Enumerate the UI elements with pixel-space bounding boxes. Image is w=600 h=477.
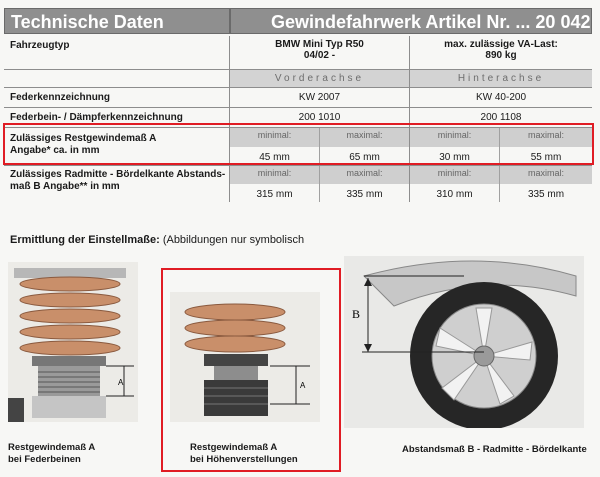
front-max-value: 65 mm <box>349 151 380 163</box>
front-min-value: 45 mm <box>259 151 290 163</box>
vehicle-year: 04/02 - <box>303 50 336 61</box>
max-label: maximal: <box>320 166 409 184</box>
front-spring-code: KW 2007 <box>230 88 410 107</box>
row-label-line2: maß B Angabe** in mm <box>10 181 120 192</box>
max-axle-load-value: 890 kg <box>485 50 517 61</box>
axle-header-blank <box>4 70 230 87</box>
fig3-dim-label: B <box>352 307 361 321</box>
table-title-left: Technische Daten <box>4 8 230 34</box>
min-label: minimal: <box>410 128 499 147</box>
rear-spring-code: KW 40-200 <box>475 92 527 103</box>
max-label: maximal: <box>500 128 592 147</box>
min-label: minimal: <box>230 128 319 147</box>
rear-axle-label: Hinterachse <box>457 73 545 84</box>
rear-min-value: 30 mm <box>439 151 470 163</box>
min-label: minimal: <box>230 166 319 184</box>
front-min-value: 315 mm <box>256 189 293 200</box>
max-label: maximal: <box>500 166 592 184</box>
row-label: Federbein- / Dämpferkennzeichnung <box>4 108 230 127</box>
fig3-caption: Abstandsmaß B - Radmitte - Bördelkante <box>402 444 587 455</box>
row-label: Federkennzeichnung <box>4 88 230 107</box>
wheel-illustration <box>344 256 584 428</box>
max-axle-load-label: max. zulässige VA-Last: <box>444 39 558 50</box>
front-max-value: 335 mm <box>346 189 383 200</box>
section-heading <box>10 234 304 246</box>
rear-max-value: 55 mm <box>530 151 562 163</box>
row-federkennzeichnung <box>4 88 592 108</box>
rear-max-value: 335 mm <box>527 189 565 200</box>
front-min-cell <box>230 166 320 202</box>
row-fahrzeugtyp <box>4 36 592 70</box>
rear-min-cell <box>410 166 500 202</box>
row-axle-headers <box>4 70 592 88</box>
fig2-dim-label: A <box>300 381 306 390</box>
front-axle-header <box>230 70 410 87</box>
highlight-box-fig2 <box>161 268 341 472</box>
section-title: Ermittlung der Einstellmaße: <box>10 234 160 246</box>
row-label <box>4 166 230 202</box>
table-title-right: Gewindefahrwerk Artikel Nr. ... 20 042 <box>230 8 592 34</box>
front-axle-label: Vorderachse <box>274 73 365 84</box>
vehicle-type <box>230 36 410 69</box>
fig1-caption-line2: bei Federbeinen <box>8 454 81 465</box>
row-label-line1: Zulässiges Restgewindemaß A <box>10 133 157 144</box>
rear-min-value: 310 mm <box>436 189 473 200</box>
front-damper-code: 200 1010 <box>230 108 410 127</box>
rear-axle-header <box>410 70 592 87</box>
fig1-caption-line1: Restgewindemaß A <box>8 442 96 453</box>
fig1-caption <box>8 442 95 466</box>
fig2-caption-line1: Restgewindemaß A <box>190 442 278 453</box>
front-max-cell <box>320 166 410 202</box>
row-label: Fahrzeugtyp <box>4 36 230 69</box>
vehicle-model: BMW Mini Typ R50 <box>275 39 364 50</box>
max-label: maximal: <box>320 128 409 147</box>
strut-illustration <box>8 262 138 422</box>
fig2-caption-line2: bei Höhenverstellungen <box>190 454 298 465</box>
min-label: minimal: <box>410 166 499 184</box>
row-radmitte <box>4 166 592 202</box>
fig1-dim-label: A <box>118 378 124 387</box>
max-axle-load <box>410 36 592 69</box>
highlight-box-restgewinde <box>3 123 594 165</box>
row-label-line2: Angabe* ca. in mm <box>10 145 100 156</box>
rear-max-cell <box>500 166 592 202</box>
rear-damper-code: 200 1108 <box>480 112 522 123</box>
section-note: (Abbildungen nur symbolisch <box>162 234 305 246</box>
row-label-line1: Zulässiges Radmitte - Bördelkante Abstands- <box>10 169 226 180</box>
